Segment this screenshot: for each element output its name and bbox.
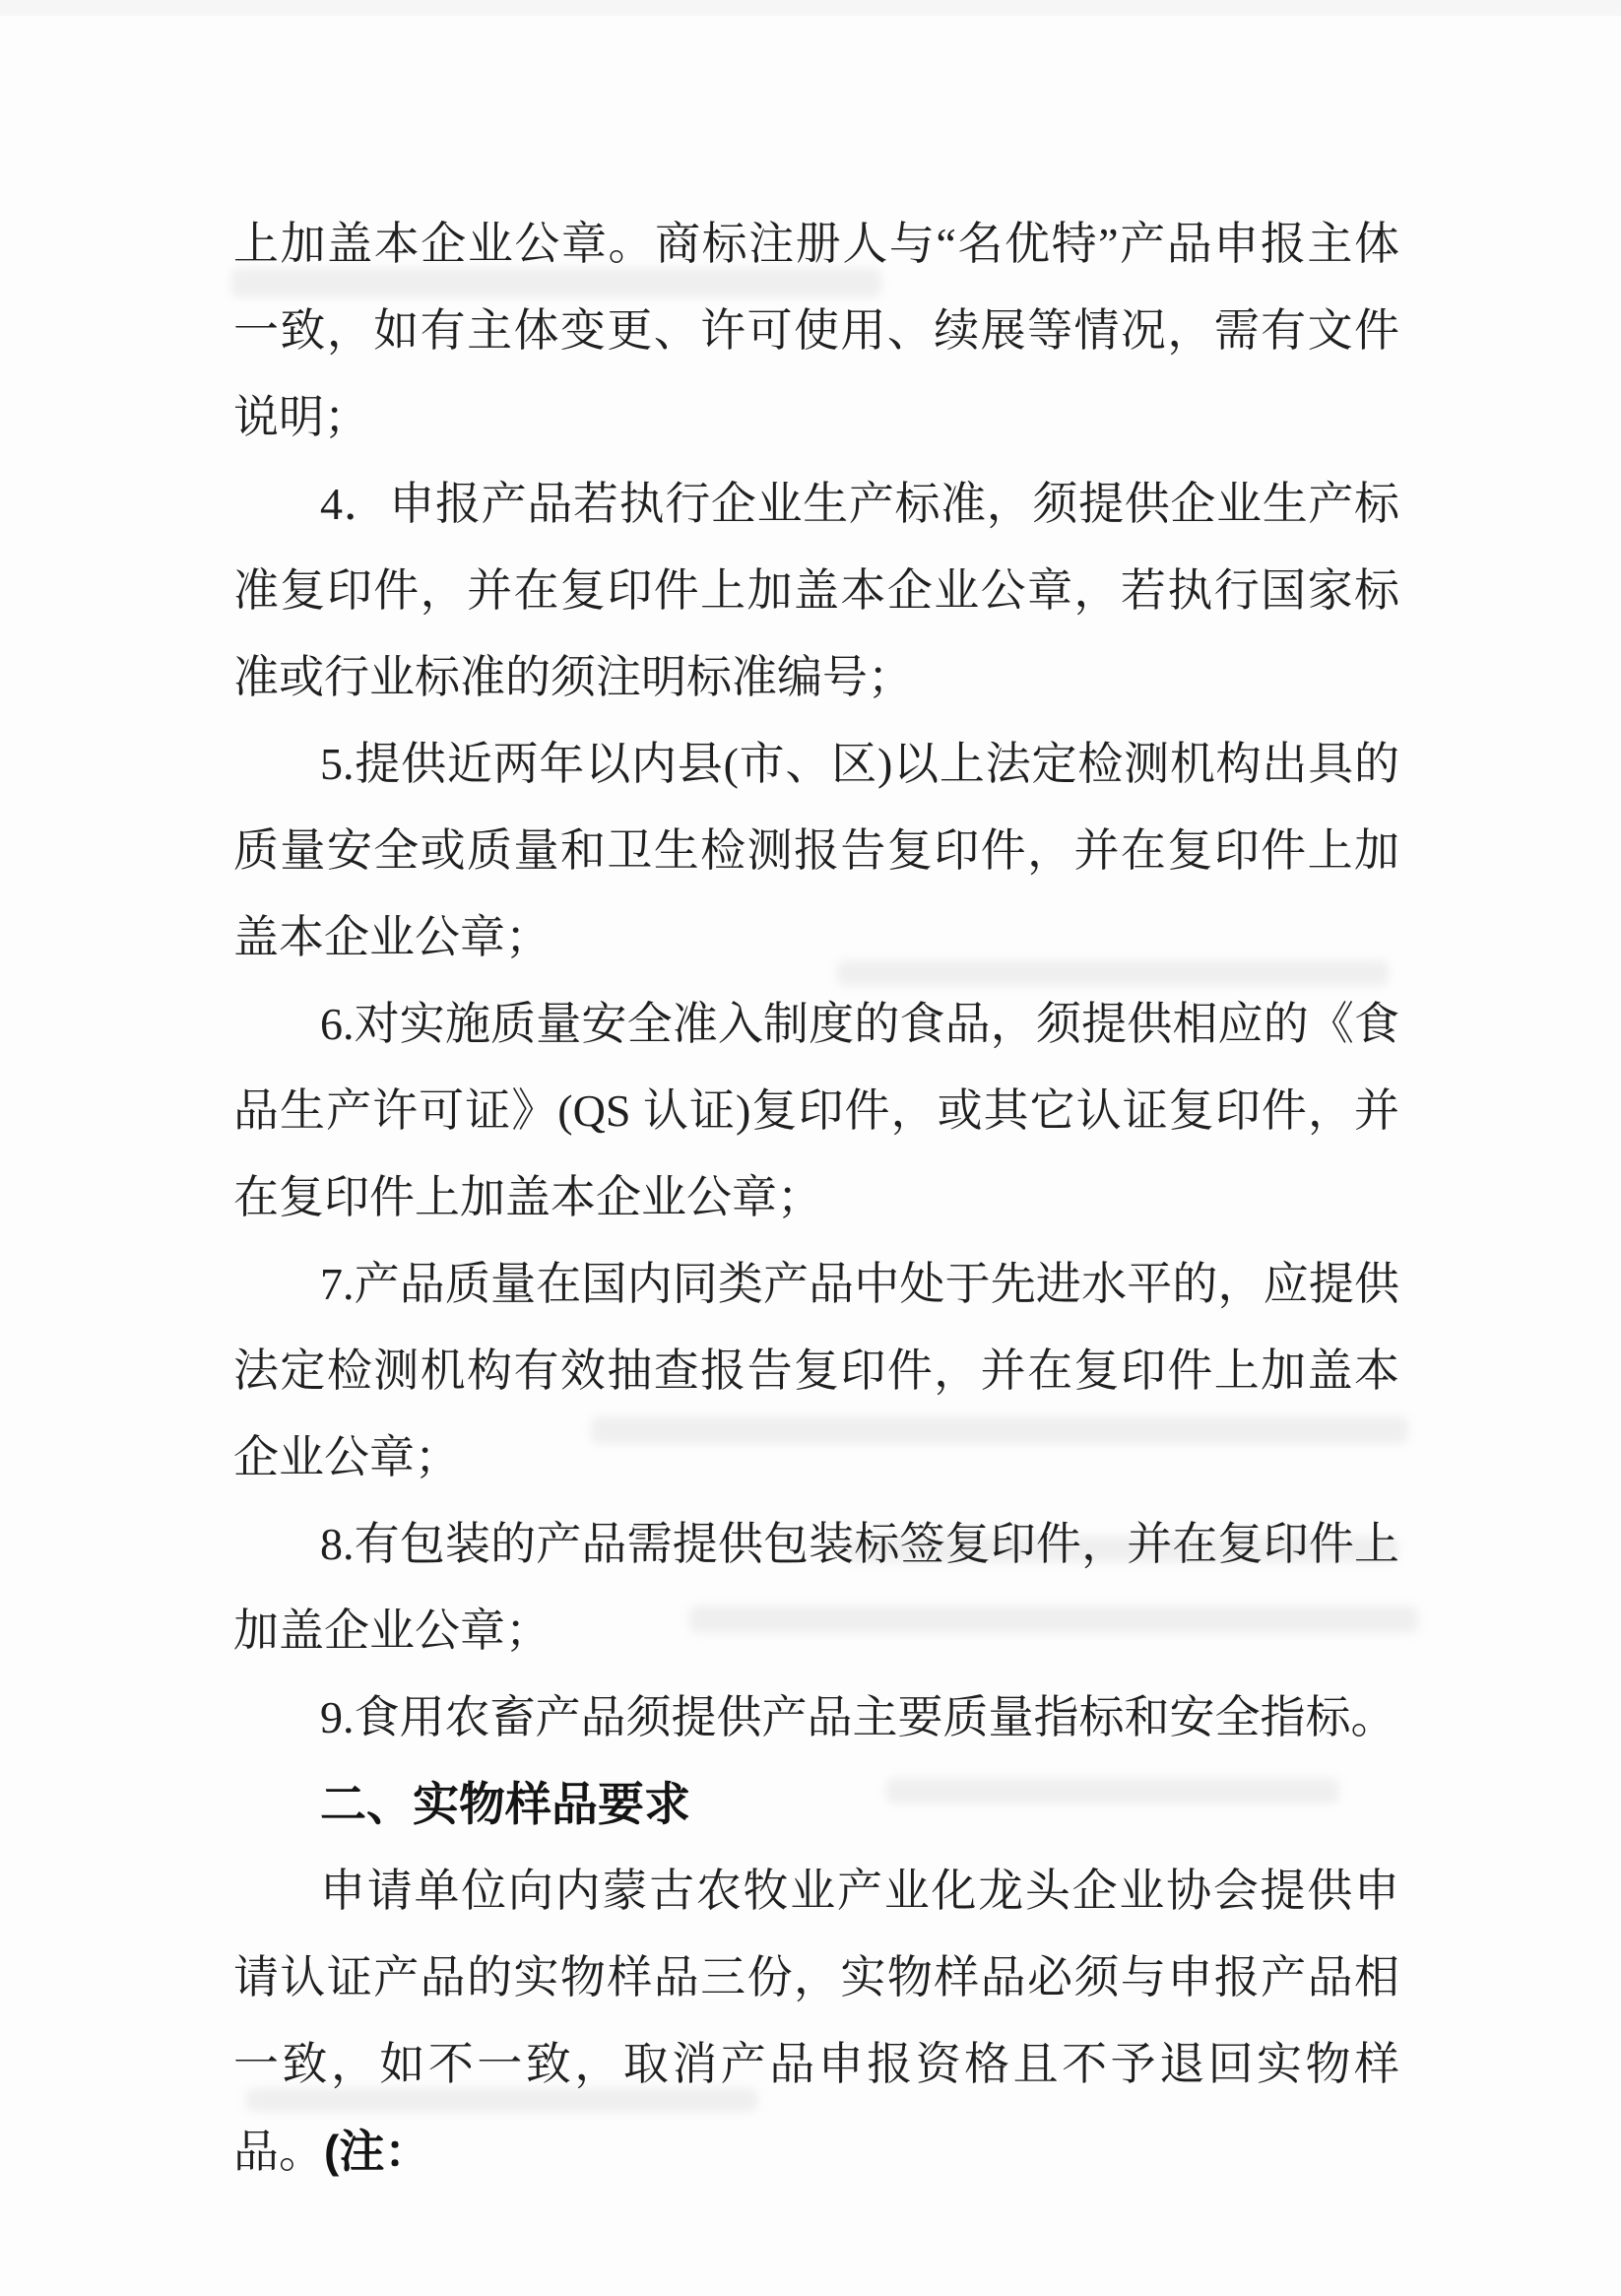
closing-note-prefix: (注： xyxy=(324,2126,430,2177)
paragraph-item-4: 4．申报产品若执行企业生产标准，须提供企业生产标准复印件，并在复印件上加盖本企业公章，若执行国家标准或行业标准的须注明标准编号； xyxy=(233,479,1399,702)
paragraph-item-8: 8.有包装的产品需提供包装标签复印件，并在复印件上加盖企业公章； xyxy=(233,1519,1399,1656)
paragraph-item-7: 7.产品质量在国内同类产品中处于先进水平的，应提供法定检测机构有效抽查报告复印件，并在复印件上加盖本企业公章； xyxy=(233,1259,1399,1482)
paragraph-item-5: 5.提供近两年以内县(市、区)以上法定检测机构出具的质量安全或质量和卫生检测报告复印件，并在复印件上加盖本企业公章； xyxy=(233,739,1399,962)
paragraph-item-9: 9.食用农畜产品须提供产品主要质量指标和安全指标。 xyxy=(320,1692,1396,1742)
document-text-block xyxy=(233,201,1399,2196)
paragraph-continuation: 上加盖本企业公章。商标注册人与“名优特”产品申报主体一致，如有主体变更、许可使用、续展等情况，需有文件说明； xyxy=(233,219,1399,442)
closing-paragraph xyxy=(233,1848,1399,2196)
scan-edge-artifact xyxy=(0,0,1621,16)
paragraph-item-6: 6.对实施质量安全准入制度的食品，须提供相应的《食品生产许可证》(QS 认证)复印件，或其它认证复印件，并在复印件上加盖本企业公章； xyxy=(233,999,1399,1222)
closing-paragraph-text: 申请单位向内蒙古农牧业产业化龙头企业协会提供申请认证产品的实物样品三份，实物样品必须与申报产品相一致，如不一致，取消产品申报资格且不予退回实物样品。 xyxy=(233,1866,1399,2177)
section-heading: 二、实物样品要求 xyxy=(320,1778,690,1830)
